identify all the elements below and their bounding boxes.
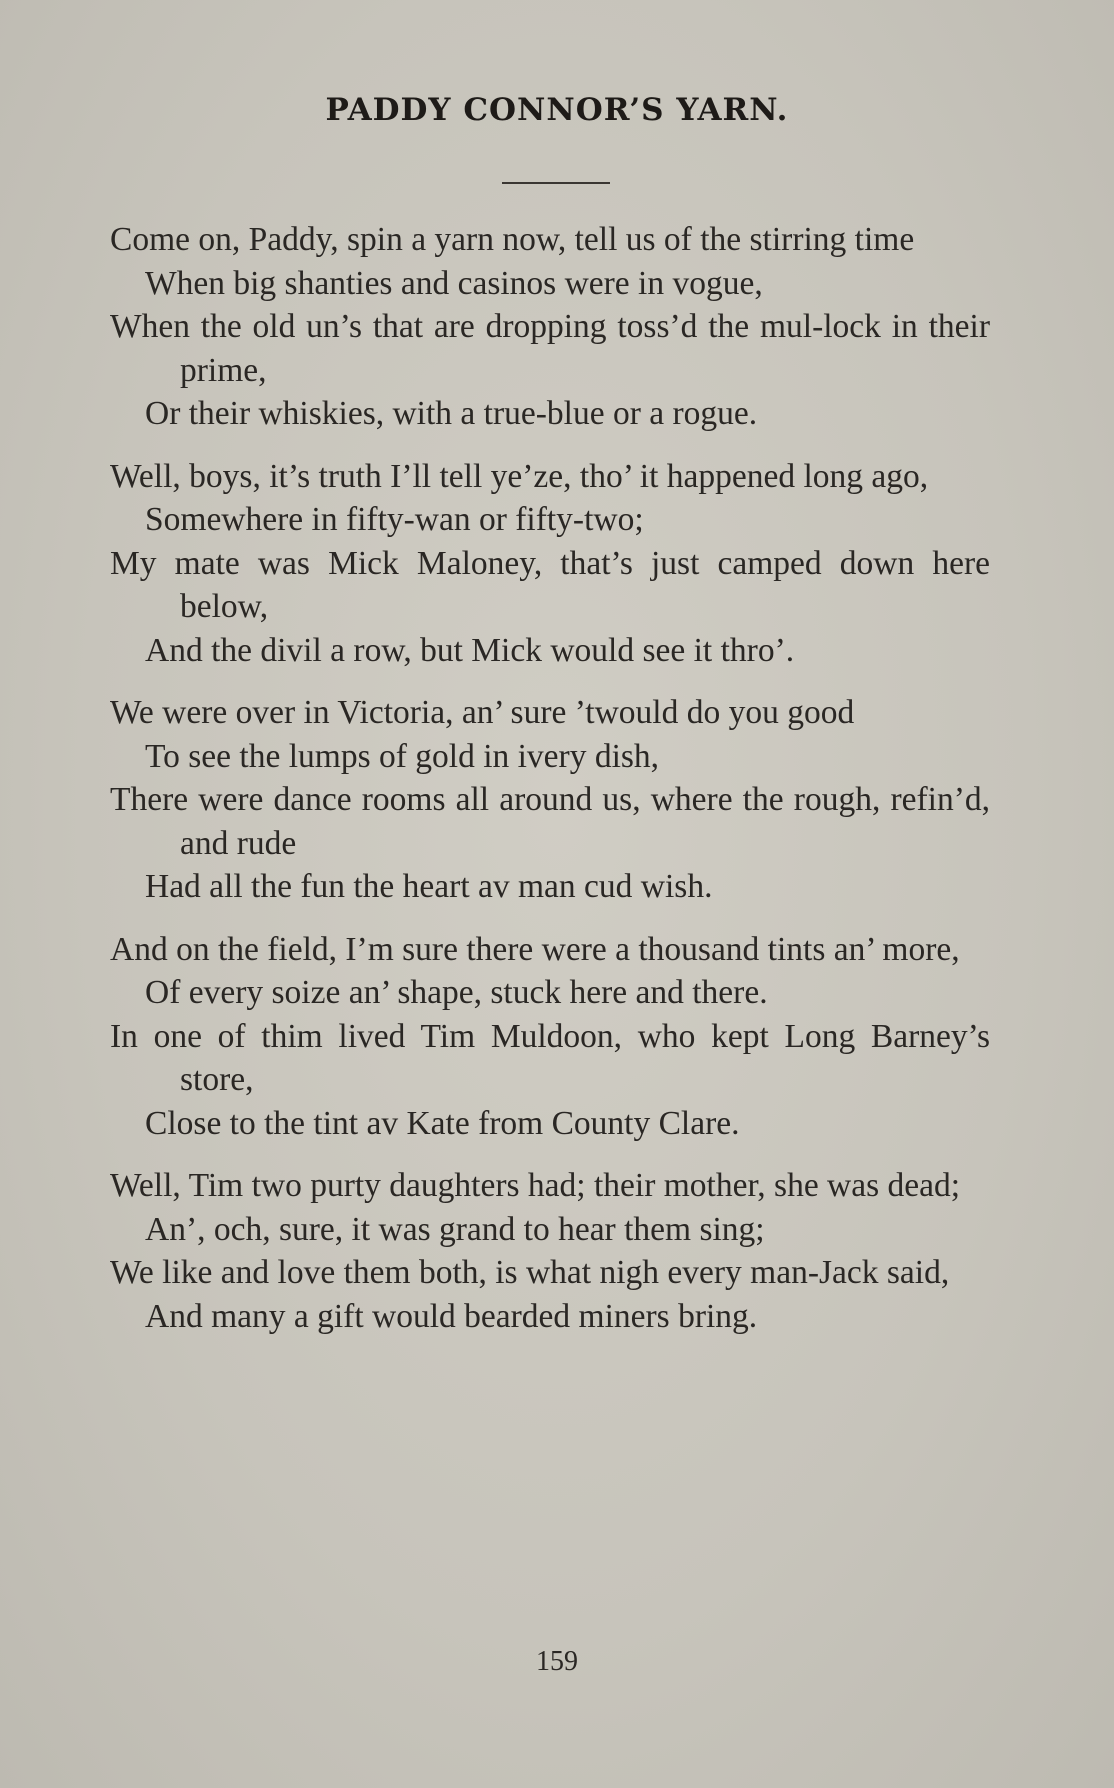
poem-line: When the old un’s that are dropping toss’d the mul-lock in their prime, [110, 308, 990, 389]
stanza-2 [110, 455, 990, 673]
page-number: 159 [536, 1646, 578, 1677]
poem-line: To see the lumps of gold in ivery dish, [145, 737, 660, 775]
title-rule [502, 182, 610, 184]
stanza-5 [110, 1164, 990, 1338]
poem-line: When big shanties and casinos were in vogue, [145, 264, 763, 302]
poem-body [110, 218, 990, 1357]
stanza-1 [110, 218, 990, 436]
poem-line: Come on, Paddy, spin a yarn now, tell us of the stirring time [110, 221, 915, 258]
poem-line: Or their whiskies, with a true-blue or a rogue. [145, 395, 758, 432]
poem-line: There were dance rooms all around us, where the rough, refin’d, and rude [110, 781, 990, 862]
poem-line: My mate was Mick Maloney, that’s just camped down here below, [110, 544, 990, 625]
poem-line: And many a gift would bearded miners bring. [145, 1297, 758, 1335]
poem-line: We were over in Victoria, an’ sure ’twould do you good [110, 694, 855, 731]
poem-title: PADDY CONNOR’S YARN. [325, 92, 789, 128]
poem-line: An’, och, sure, it was grand to hear them sing; [145, 1210, 765, 1248]
poem-line: And the divil a row, but Mick would see it thro’. [145, 631, 795, 669]
poem-line: Close to the tint av Kate from County Clare. [145, 1104, 740, 1142]
poem-line: In one of thim lived Tim Muldoon, who kept Long Barney’s store, [110, 1017, 990, 1098]
poem-line: Had all the fun the heart av man cud wish. [145, 868, 713, 905]
poem-line: And on the field, I’m sure there were a thousand tints an’ more, [110, 930, 960, 968]
stanza-4 [110, 928, 990, 1146]
poem-line: Of every soize an’ shape, stuck here and there. [145, 974, 768, 1011]
poem-line: Well, boys, it’s truth I’ll tell ye’ze, tho’ it happened long ago, [110, 457, 929, 495]
stanza-3 [110, 691, 990, 909]
poem-line: Somewhere in fifty-wan or fifty-two; [145, 501, 644, 538]
poem-line: We like and love them both, is what nigh every man-Jack said, [110, 1254, 950, 1291]
poem-line: Well, Tim two purty daughters had; their mother, she was dead; [110, 1167, 961, 1204]
